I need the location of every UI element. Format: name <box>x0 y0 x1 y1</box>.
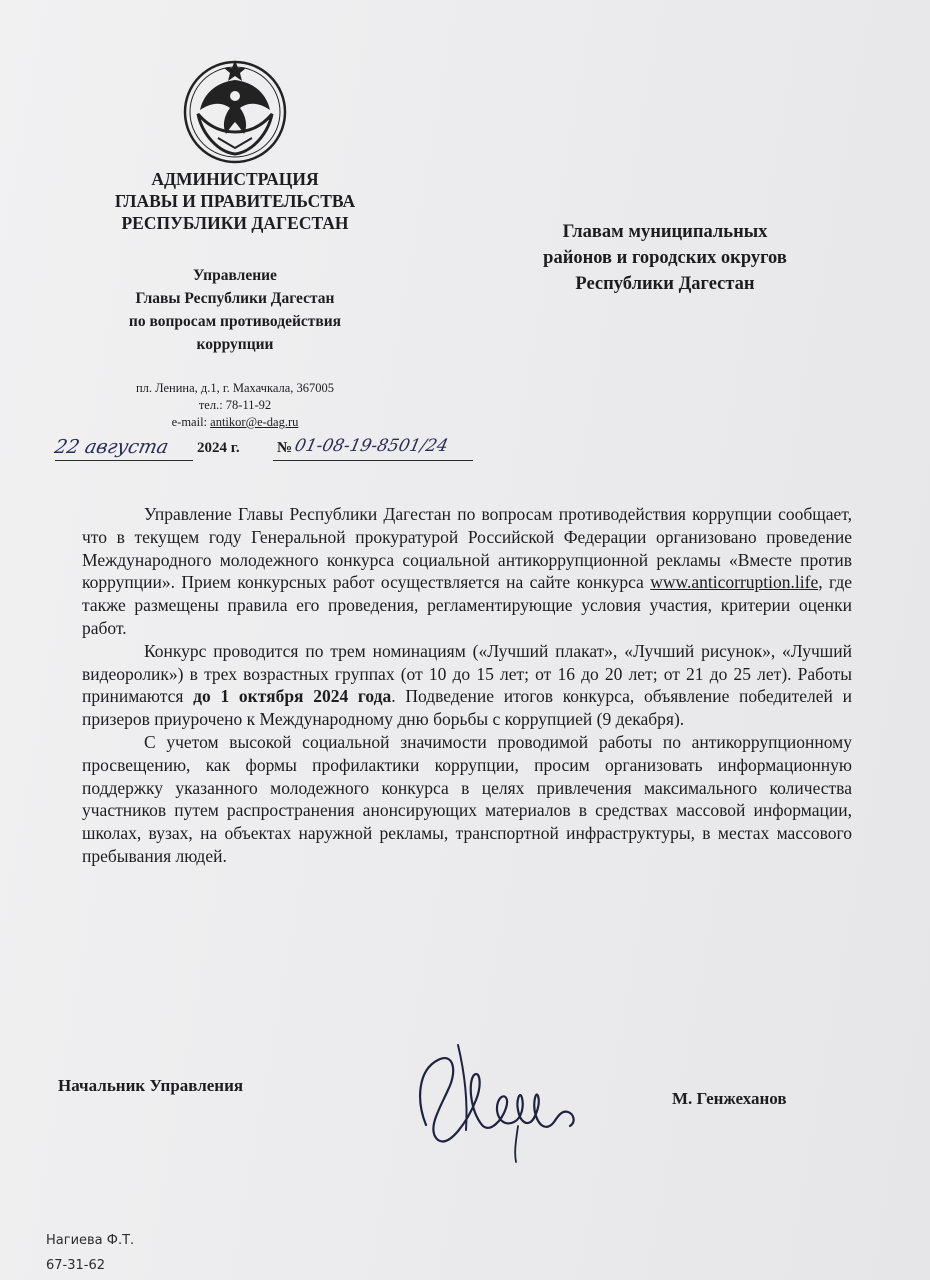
dept-line: Главы Республики Дагестан <box>135 290 335 307</box>
dept-line: коррупции <box>196 336 274 353</box>
dept-line: Управление <box>193 267 277 284</box>
deadline-text: до 1 октября 2024 года <box>193 686 392 707</box>
letter-body <box>82 503 852 868</box>
handwritten-signature <box>398 1030 598 1165</box>
department-name <box>70 264 400 356</box>
email-link[interactable]: antikor@e-dag.ru <box>210 415 299 429</box>
handwritten-doc-number: 01-08-19-8501/24 <box>292 436 450 456</box>
address: пл. Ленина, д.1, г. Махачкала, 367005 <box>135 381 335 395</box>
number-underline <box>273 460 473 461</box>
executor-name: Нагиева Ф.Т. <box>46 1233 135 1248</box>
handwritten-date: 22 августа <box>52 436 171 458</box>
email-line <box>70 414 400 431</box>
org-line: ГЛАВЫ И ПРАВИТЕЛЬСТВА <box>114 191 356 211</box>
date-year: 2024 г. <box>197 440 240 456</box>
executor-phone: 67-31-62 <box>46 1258 106 1273</box>
signer-name: М. Генжеханов <box>672 1089 787 1108</box>
dept-line: по вопросам противодействия <box>128 313 342 330</box>
org-line: АДМИНИСТРАЦИЯ <box>151 169 319 189</box>
contact-info <box>70 380 400 431</box>
signer-position: Начальник Управления <box>58 1076 244 1095</box>
email-label: e-mail: <box>171 415 211 429</box>
contest-site-link[interactable]: www.anticorruption.life <box>650 572 819 593</box>
date-underline <box>55 460 193 461</box>
number-label: № <box>277 440 293 456</box>
paragraph-text: Управление Главы Республики Дагестан по вопросам противодействия коррупции сообщает, что в текущем году Генеральной прокуратурой Российской Федерации организовано проведение Международного молодежного конкурса социальной антикоррупционной рекламы «Вместе против коррупции». Прием конкурсных работ осуществляется на сайте конкурса <box>82 504 852 593</box>
addressee <box>500 219 830 297</box>
paragraph-3: С учетом высокой социальной значимости проводимой работы по антикоррупционному просвещению, как формы профилактики коррупции, просим организовать информационную поддержку указанного молодежного конкурса в целях привлечения максимального количества участников путем распространения анонсирующих материалов в средствах массовой информации, школах, вузах, на объектах наружной рекламы, транспортной инфраструктуры, в местах массового пребывания людей. <box>82 731 852 866</box>
paragraph-1 <box>82 503 852 640</box>
addressee-line: Главам муниципальных <box>562 222 768 242</box>
paragraph-text: . Подведение итогов конкурса, объявление победителей и призеров приурочено к Международному дню борьбы с коррупцией (9 декабря). <box>82 686 852 730</box>
date-and-number <box>52 432 485 472</box>
addressee-line: районов и городских округов <box>543 248 787 268</box>
paragraph-text: , где также размещены правила его проведения, регламентирующие условия участия, критерии оценки работ. <box>82 572 852 638</box>
letterhead <box>70 168 400 431</box>
dagestan-coat-of-arms-icon <box>178 52 293 167</box>
paragraph-text: Конкурс проводится по трем номинациям («Лучший плакат», «Лучший рисунок», «Лучший видеоролик») в трех возрастных группах (от 10 до 15 лет; от 16 до 20 лет; от 21 до 25 лет). Работы принимаются <box>82 640 852 707</box>
phone: тел.: 78-11-92 <box>198 398 272 412</box>
addressee-line: Республики Дагестан <box>575 274 755 294</box>
executor-info <box>46 1228 134 1278</box>
paragraph-2 <box>82 640 852 731</box>
org-line: РЕСПУБЛИКИ ДАГЕСТАН <box>121 213 349 233</box>
organization-name <box>70 168 400 234</box>
